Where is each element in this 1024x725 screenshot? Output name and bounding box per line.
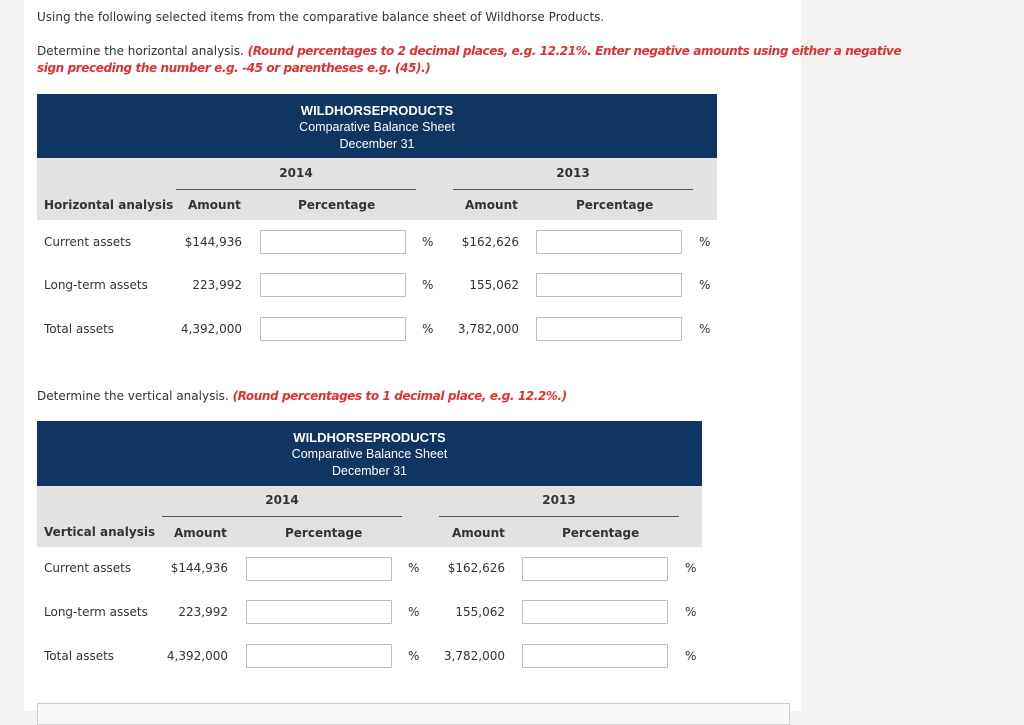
- vertical-label-header: Vertical analysis: [44, 525, 156, 539]
- horizontal-year-2013: 2013: [556, 166, 590, 180]
- horizontal-percentage-2013-input[interactable]: [536, 317, 682, 341]
- horizontal-year-2014: 2014: [279, 166, 313, 180]
- horizontal-instruction-label: Determine the horizontal analysis.: [37, 44, 244, 58]
- horizontal-amount-2013: $162,626: [461, 235, 519, 249]
- vertical-year-2013: 2013: [542, 493, 576, 507]
- vertical-percentage-2013-input[interactable]: [522, 557, 668, 581]
- vertical-amount-2013: 155,062: [455, 605, 505, 619]
- horizontal-percentage-2013-input[interactable]: [536, 273, 682, 297]
- vertical-amount-2013: $162,626: [447, 561, 505, 575]
- horizontal-company-name: WILDHORSEPRODUCTS: [300, 103, 454, 118]
- horizontal-amount-header-2014: Amount: [188, 198, 241, 212]
- vertical-amount-2013: 3,782,000: [443, 649, 505, 663]
- vertical-amount-2014: 4,392,000: [166, 649, 228, 663]
- horizontal-percentage-header-2013: Percentage: [576, 198, 654, 212]
- horizontal-pct-sign: %: [699, 278, 711, 292]
- horizontal-amount-2014: $144,936: [184, 235, 242, 249]
- vertical-rounding-note: (Round percentages to 1 decimal place, e.g. 12.2%.): [232, 389, 567, 403]
- vertical-header-banner: [37, 421, 702, 486]
- horizontal-header-banner: [37, 94, 717, 158]
- horizontal-row-label: Total assets: [44, 322, 115, 336]
- vertical-amount-2014: 223,992: [178, 605, 228, 619]
- vertical-statement-title: Comparative Balance Sheet: [291, 447, 448, 461]
- vertical-percentage-2014-input[interactable]: [246, 644, 392, 668]
- horizontal-instruction: [37, 43, 901, 59]
- horizontal-percentage-header-2014: Percentage: [298, 198, 376, 212]
- vertical-company-name: WILDHORSEPRODUCTS: [293, 430, 446, 445]
- horizontal-date: December 31: [339, 137, 415, 151]
- horizontal-percentage-2014-input[interactable]: [260, 273, 406, 297]
- vertical-row-label: Current assets: [44, 561, 132, 575]
- horizontal-amount-header-2013: Amount: [465, 198, 518, 212]
- vertical-amount-header-2013: Amount: [452, 526, 505, 540]
- vertical-pct-sign: %: [408, 649, 420, 663]
- vertical-pct-sign: %: [408, 605, 420, 619]
- question-panel: [24, 0, 902, 711]
- vertical-pct-sign: %: [685, 649, 697, 663]
- vertical-percentage-2013-input[interactable]: [522, 600, 668, 624]
- vertical-pct-sign: %: [685, 561, 697, 575]
- intro-text: Using the following selected items from the comparative balance sheet of Wildhorse Products.: [37, 10, 605, 24]
- horizontal-statement-title: Comparative Balance Sheet: [299, 120, 455, 134]
- vertical-row-label: Long-term assets: [44, 605, 148, 619]
- horizontal-rounding-note-2: sign preceding the number e.g. -45 or parentheses e.g. (45).): [37, 61, 431, 75]
- vertical-year-2013-rule: [439, 516, 679, 517]
- horizontal-pct-sign: %: [422, 322, 434, 336]
- vertical-year-2014: 2014: [265, 493, 299, 507]
- vertical-percentage-2014-input[interactable]: [246, 600, 392, 624]
- vertical-percentage-2013-input[interactable]: [522, 644, 668, 668]
- vertical-instruction-label: Determine the vertical analysis.: [37, 389, 229, 403]
- horizontal-pct-sign: %: [422, 235, 434, 249]
- vertical-amount-header-2014: Amount: [174, 526, 227, 540]
- horizontal-amount-2013: 3,782,000: [457, 322, 519, 336]
- horizontal-pct-sign: %: [699, 235, 711, 249]
- vertical-date: December 31: [331, 464, 408, 478]
- horizontal-label-header: Horizontal analysis: [44, 198, 174, 212]
- horizontal-row-label: Current assets: [44, 235, 132, 249]
- vertical-pct-sign: %: [685, 605, 697, 619]
- vertical-percentage-2014-input[interactable]: [246, 557, 392, 581]
- horizontal-percentage-2014-input[interactable]: [260, 317, 406, 341]
- vertical-row-label: Total assets: [44, 649, 115, 663]
- horizontal-pct-sign: %: [699, 322, 711, 336]
- horizontal-amount-2013: 155,062: [469, 278, 519, 292]
- vertical-year-2014-rule: [162, 516, 402, 517]
- horizontal-rounding-note: (Round percentages to 2 decimal places, e.g. 12.21%. Enter negative amounts using either a negative: [247, 44, 902, 58]
- next-section-box: [37, 703, 790, 725]
- horizontal-percentage-2013-input[interactable]: [536, 230, 682, 254]
- horizontal-amount-2014: 223,992: [192, 278, 242, 292]
- vertical-amount-2014: $144,936: [170, 561, 228, 575]
- horizontal-year-2013-rule: [453, 189, 693, 190]
- horizontal-percentage-2014-input[interactable]: [260, 230, 406, 254]
- horizontal-row-label: Long-term assets: [44, 278, 148, 292]
- horizontal-amount-2014: 4,392,000: [180, 322, 242, 336]
- vertical-pct-sign: %: [408, 561, 420, 575]
- horizontal-year-2014-rule: [176, 189, 416, 190]
- horizontal-pct-sign: %: [422, 278, 434, 292]
- vertical-percentage-header-2014: Percentage: [285, 526, 363, 540]
- vertical-percentage-header-2013: Percentage: [562, 526, 640, 540]
- vertical-instruction: [37, 388, 567, 404]
